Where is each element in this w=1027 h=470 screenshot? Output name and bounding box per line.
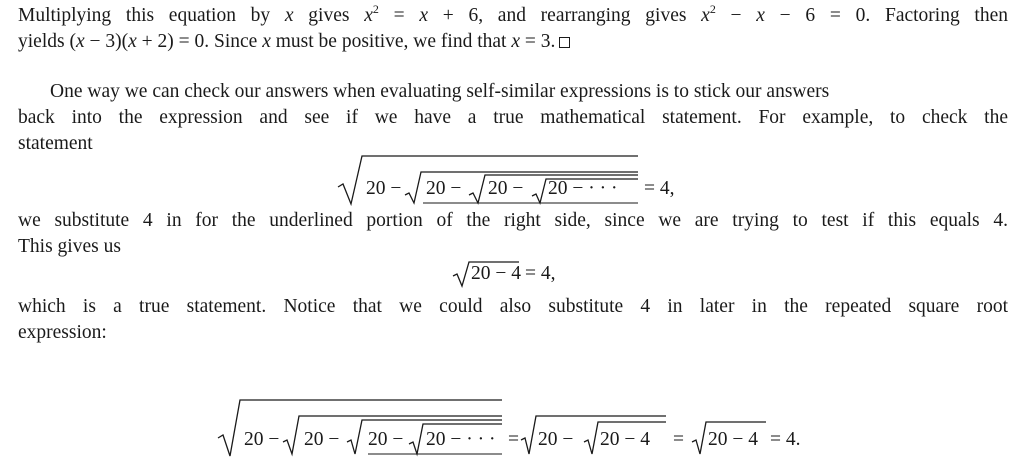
text-line: Multiplying this equation by x gives $x^2 = x + 6$, and rearranging gives $x^2 - x - 6 = 0$. Factoring then — [18, 2, 1009, 26]
paragraph-check-intro — [18, 79, 1008, 157]
equation-nested-radical: 20 − 20 − 20 − 20 − · · · = 4, — [338, 153, 698, 205]
qed-box-icon — [559, 37, 570, 48]
text-line: expression: — [18, 322, 107, 343]
text-line: One way we can check our answers when evaluating self-similar expressions is to stick our answers — [50, 81, 830, 102]
text-line: back into the expression and see if we have a true mathematical statement. For example, to check the — [18, 107, 1008, 128]
text-line: yields (x − 3)(x + 2) = 0. Since x must be positive, we find that x = 3. — [18, 29, 1008, 55]
text-line: statement — [18, 133, 93, 154]
equation-chain: 20 − 20 − 20 − 20 − · · · = 20 − 20 − 4 = 20 − 4 = 4. — [218, 392, 818, 458]
text-line: we substitute 4 in for the underlined portion of the right side, since we are trying to test if this equals 4. — [18, 210, 1008, 231]
equation-check: 20 − 4 = 4, — [453, 258, 593, 288]
paragraph-solution-end — [18, 3, 1008, 55]
text-line: This gives us — [18, 236, 121, 257]
text-line: which is a true statement. Notice that we could also substitute 4 in later in the repeated square root — [18, 296, 1008, 317]
paragraph-later-substitution — [18, 294, 1008, 346]
paragraph-substitute — [18, 208, 1008, 260]
